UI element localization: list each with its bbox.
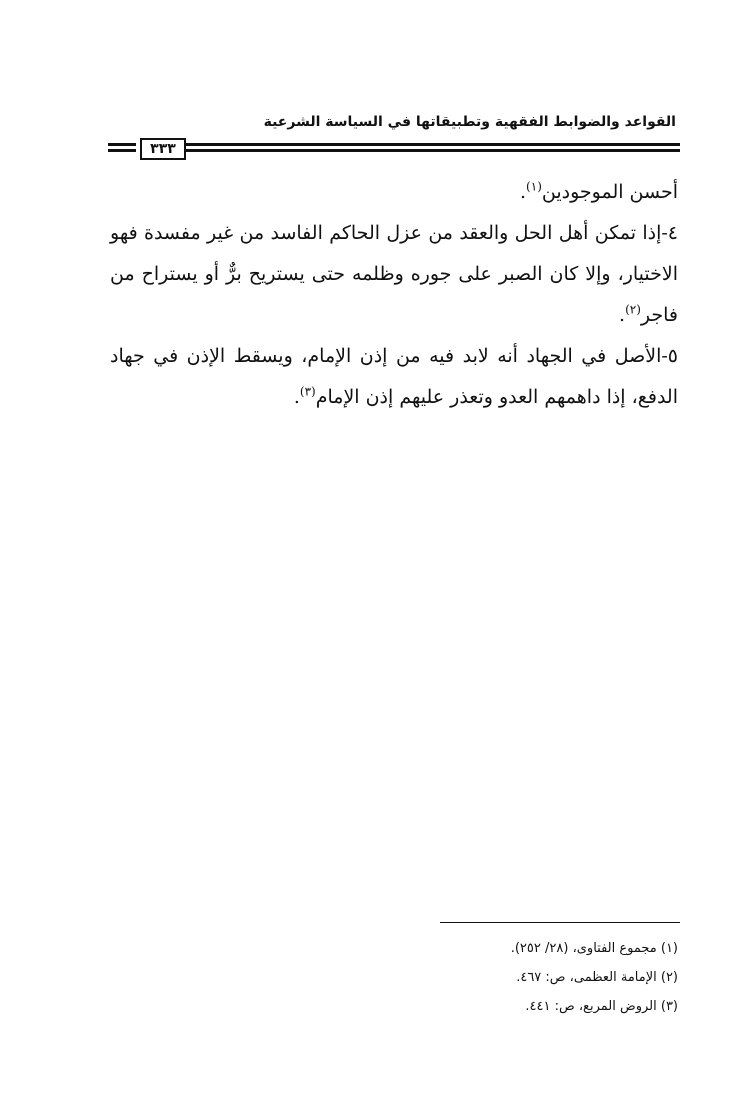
paragraph-1-tail: . [520, 181, 527, 203]
running-header: القواعد والضوابط الفقهية وتطبيقاتها في السياسة الشرعية [263, 114, 676, 130]
footnote-2: (٢) الإمامة العظمى، ص: ٤٦٧. [516, 970, 678, 985]
paragraph-3 [110, 336, 678, 418]
paragraph-2-text: ٤-إذا تمكن أهل الحل والعقد من عزل الحاكم الفاسد من غير مفسدة فهو الاختيار، وإلا كان الصبر على جوره وظلمه حتى يستريح برٌّ أو يستراح من فاجر [110, 222, 678, 326]
page-number: ٣٣٣ [140, 138, 186, 160]
page-number-row [108, 138, 680, 160]
footnote-separator [440, 922, 680, 923]
paragraph-3-tail: . [293, 386, 300, 408]
paragraph-2 [110, 213, 678, 336]
main-text [110, 172, 678, 418]
header-rule-short [108, 143, 136, 152]
paragraph-3-text: ٥-الأصل في الجهاد أنه لابد فيه من إذن الإمام، ويسقط الإذن في جهاد الدفع، إذا داهمهم العدو وتعذر عليهم إذن الإمام [110, 345, 678, 408]
footnote-1: (١) مجموع الفتاوى، (٢٨/ ٢٥٢). [510, 941, 678, 956]
footnote-ref-1: (١) [526, 179, 542, 194]
footnote-ref-3: (٣) [299, 384, 316, 399]
footnote-ref-2: (٢) [625, 302, 641, 317]
paragraph-2-tail: . [619, 304, 626, 326]
header-rule-long [186, 143, 680, 152]
paragraph-1-text: أحسن الموجودين [541, 181, 678, 203]
footnotes [278, 934, 678, 1021]
footnote-3: (٣) الروض المربع، ص: ٤٤١. [525, 999, 678, 1014]
paragraph-1 [110, 172, 678, 213]
